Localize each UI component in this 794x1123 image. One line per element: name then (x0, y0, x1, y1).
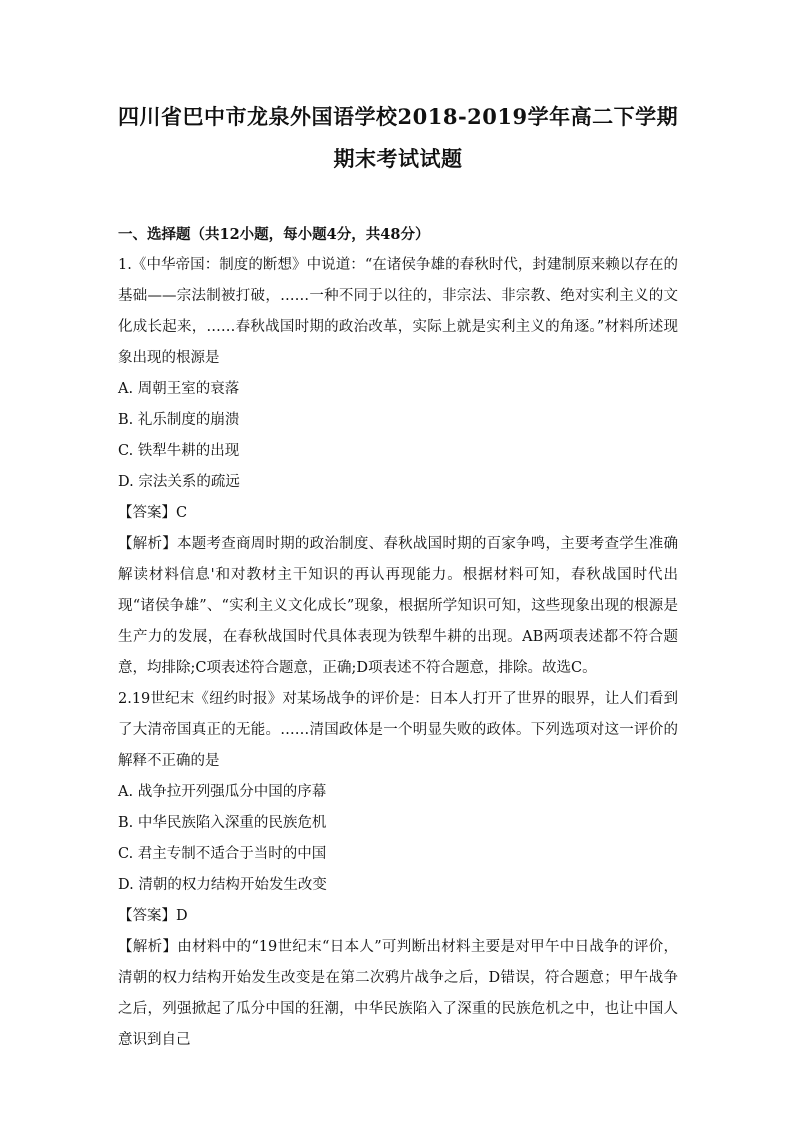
question-2-option-b: B. 中华民族陷入深重的民族危机 (118, 815, 327, 831)
question-2-option-d: D. 清朝的权力结构开始发生改变 (118, 877, 327, 893)
question-2-option-c: C. 君主专制不适合于当时的中国 (118, 846, 327, 862)
question-1 (118, 250, 678, 684)
question-2-option-a: A. 战争拉开列强瓜分中国的序幕 (118, 784, 327, 800)
section-heading: 一、选择题（共12小题，每小题4分，共48分） (118, 226, 430, 243)
question-2-answer: 【答案】D (118, 908, 188, 924)
question-2 (118, 684, 678, 1056)
title-line-1: 四川省巴中市龙泉外国语学校2018-2019学年高二下学期 (118, 104, 679, 129)
question-2-text: 2.19世纪末《纽约时报》对某场战争的评价是：日本人打开了世界的眼界，让人们看到了大清帝国真正的无能。……清国政体是一个明显失败的政体。下列选项对这一评价的解释不正确的是 (118, 691, 678, 769)
document-page (118, 96, 678, 1056)
question-1-option-b: B. 礼乐制度的崩溃 (118, 412, 240, 428)
question-1-answer: 【答案】C (118, 505, 188, 521)
question-1-option-d: D. 宗法关系的疏远 (118, 474, 240, 490)
question-1-analysis: 【解析】本题考查商周时期的政治制度、春秋战国时期的百家争鸣，主要考查学生准确解读材料信息'和对教材主干知识的再认再现能力。根据材料可知，春秋战国时代出现“诸侯争雄”、“实利主义文化成长”现象，根据所学知识可知，这些现象出现的根源是生产力的发展，在春秋战国时代具体表现为铁犁牛耕的出现。AB两项表述都不符合题意，均排除;C项表述符合题意，正确;D项表述不符合题意，排除。故选C。 (118, 536, 678, 676)
question-2-analysis: 【解析】由材料中的“19世纪末“日本人”可判断出材料主要是对甲午中日战争的评价，清朝的权力结构开始发生改变是在第二次鸦片战争之后，D错误，符合题意；甲午战争之后，列强掀起了瓜分中国的狂潮，中华民族陷入了深重的民族危机之中，也让中国人意识到自己 (118, 939, 678, 1048)
document-title (118, 96, 678, 180)
title-line-2: 期末考试试题 (333, 146, 463, 171)
question-1-text: 1.《中华帝国：制度的断想》中说道：“在诸侯争雄的春秋时代，封建制原来赖以存在的基础——宗法制被打破，……一种不同于以往的，非宗法、非宗教、绝对实利主义的文化成长起来，……春秋战国时期的政治改革，实际上就是实利主义的角逐。”材料所述现象出现的根源是 (118, 257, 678, 366)
question-1-option-a: A. 周朝王室的衰落 (118, 381, 240, 397)
question-1-option-c: C. 铁犁牛耕的出现 (118, 443, 240, 459)
